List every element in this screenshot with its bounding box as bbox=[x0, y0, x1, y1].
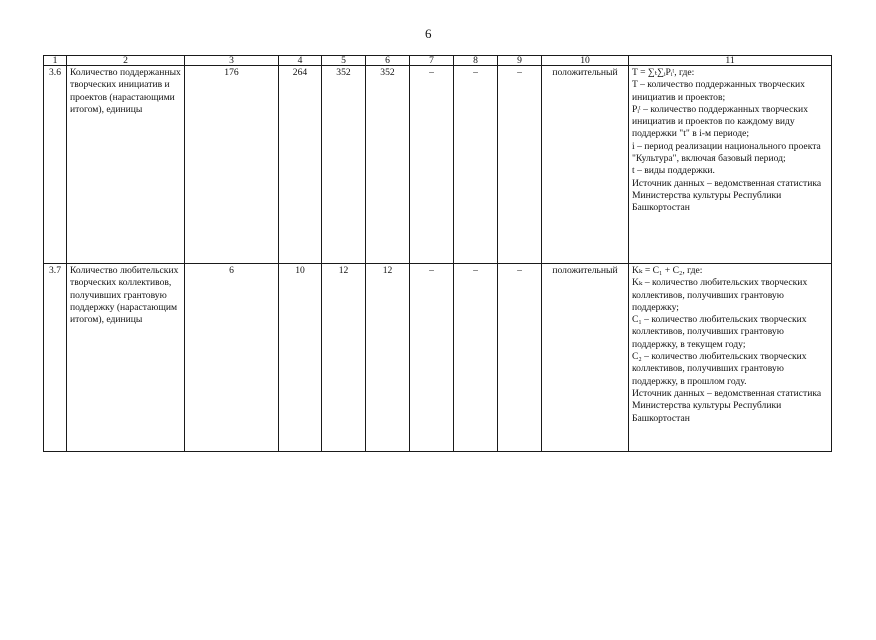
value-col-7: – bbox=[410, 264, 454, 452]
trend-direction: положительный bbox=[542, 264, 629, 452]
indicator-name: Количество поддержанных творческих инициатив и проектов (нарастающими итогом), единицы bbox=[67, 66, 185, 264]
value-col-9: – bbox=[498, 66, 542, 264]
calculation-method bbox=[629, 264, 832, 452]
row-index: 3.7 bbox=[44, 264, 67, 452]
header-col-9: 9 bbox=[498, 56, 542, 66]
method-line: Kₖ = C₁ + C₂, где: bbox=[632, 265, 703, 276]
header-col-8: 8 bbox=[454, 56, 498, 66]
value-col-9: – bbox=[498, 264, 542, 452]
value-col-4: 264 bbox=[279, 66, 322, 264]
row-index: 3.6 bbox=[44, 66, 67, 264]
value-col-8: – bbox=[454, 264, 498, 452]
indicator-name: Количество любительских творческих коллективов, получивших грантовую поддержку (нарастающим итогом), единицы bbox=[67, 264, 185, 452]
value-col-6: 12 bbox=[366, 264, 410, 452]
value-col-3: 6 bbox=[185, 264, 279, 452]
header-row bbox=[44, 56, 832, 66]
header-col-1: 1 bbox=[44, 56, 67, 66]
method-line: C₁ – количество любительских творческих коллективов, получивших грантовую поддержку, в текущем году; bbox=[632, 314, 809, 350]
value-col-6: 352 bbox=[366, 66, 410, 264]
page-number: 6 bbox=[425, 26, 432, 41]
indicators-table bbox=[43, 55, 832, 452]
header-col-11: 11 bbox=[629, 56, 832, 66]
value-col-5: 352 bbox=[322, 66, 366, 264]
method-line: Pᵢᵗ – количество поддержанных творческих инициатив и проектов по каждому виду поддержки "t" в i-м периоде; bbox=[632, 103, 811, 140]
method-line: i – период реализации национального проекта "Культура", включая базовый период; bbox=[632, 140, 824, 165]
calculation-method bbox=[629, 66, 832, 264]
method-line: T – количество поддержанных творческих инициатив и проектов; bbox=[632, 79, 808, 103]
value-col-5: 12 bbox=[322, 264, 366, 452]
table-row bbox=[44, 66, 832, 264]
method-line: Kₖ – количество любительских творческих коллективов, получивших грантовую поддержку; bbox=[632, 277, 810, 313]
method-line: C₂ – количество любительских творческих коллективов, получивших грантовую поддержку, в прошлом году. bbox=[632, 351, 809, 387]
value-col-3: 176 bbox=[185, 66, 279, 264]
value-col-4: 10 bbox=[279, 264, 322, 452]
method-line: Источник данных – ведомственная статистика Министерства культуры Республики Башкортостан bbox=[632, 177, 824, 214]
header-col-10: 10 bbox=[542, 56, 629, 66]
header-col-7: 7 bbox=[410, 56, 454, 66]
header-col-3: 3 bbox=[185, 56, 279, 66]
table-row bbox=[44, 264, 832, 452]
method-line: T = ∑ₜ∑ᵢPᵢᵗ, где: bbox=[632, 67, 695, 78]
header-col-2: 2 bbox=[67, 56, 185, 66]
method-line: t – виды поддержки. bbox=[632, 165, 715, 177]
header-col-6: 6 bbox=[366, 56, 410, 66]
value-col-7: – bbox=[410, 66, 454, 264]
value-col-8: – bbox=[454, 66, 498, 264]
header-col-5: 5 bbox=[322, 56, 366, 66]
method-line: Источник данных – ведомственная статистика Министерства культуры Республики Башкортостан bbox=[632, 387, 824, 424]
header-col-4: 4 bbox=[279, 56, 322, 66]
trend-direction: положительный bbox=[542, 66, 629, 264]
